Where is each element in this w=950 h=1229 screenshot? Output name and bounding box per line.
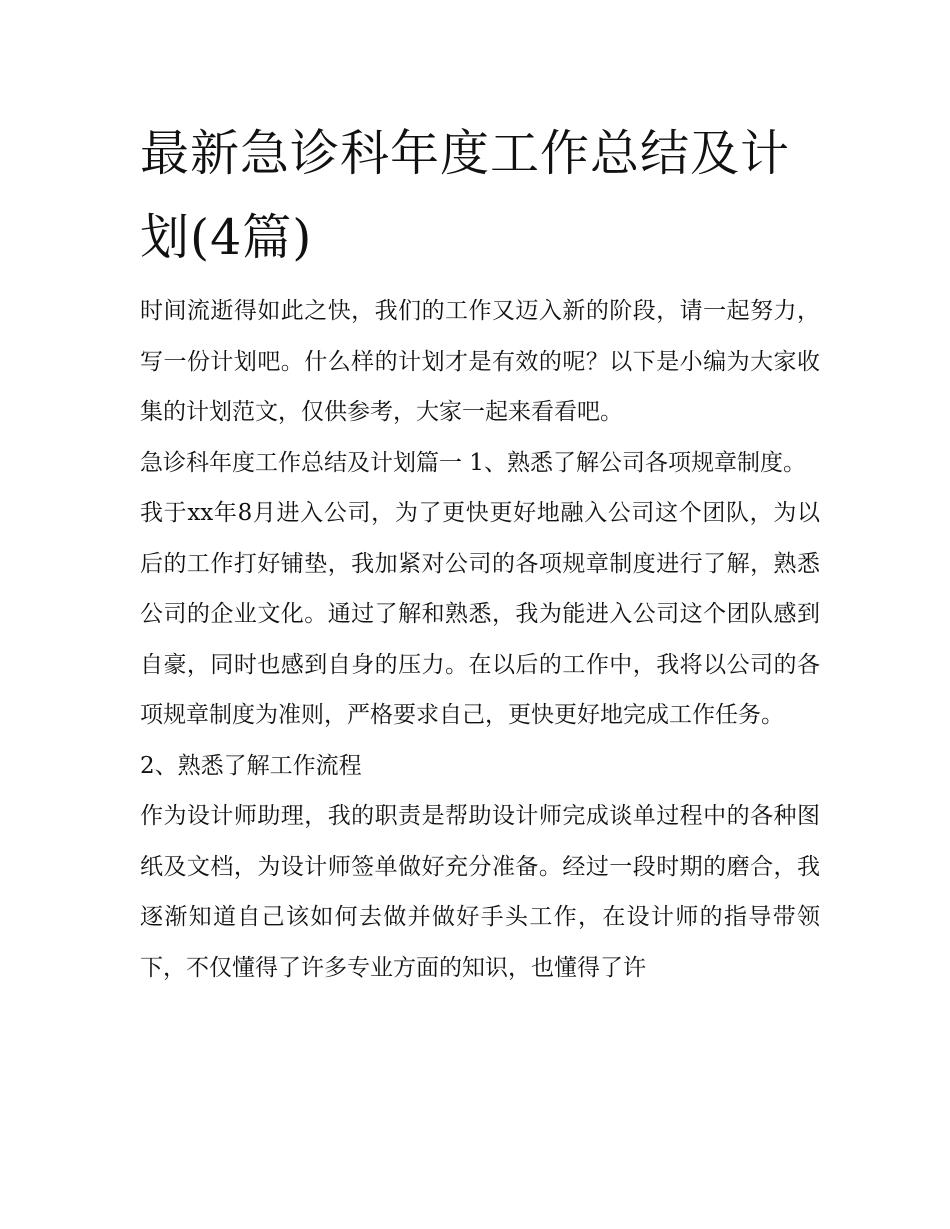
paragraph-section-2-body: 作为设计师助理，我的职责是帮助设计师完成谈单过程中的各种图纸及文档，为设计师签单做好充分准备。经过一段时期的磨合，我逐渐知道自己该如何去做并做好手头工作，在设计师的指导带领下，不仅懂得了许多专业方面的知识，也懂得了许: [140, 803, 820, 981]
paragraph-section-1-heading: 急诊科年度工作总结及计划篇一 1、熟悉了解公司各项规章制度。: [140, 449, 806, 476]
paragraph-intro: 时间流逝得如此之快，我们的工作又迈入新的阶段，请一起努力，写一份计划吧。什么样的计划才是有效的呢？以下是小编为大家收集的计划范文，仅供参考，大家一起来看看吧。: [140, 298, 820, 425]
document-title: 最新急诊科年度工作总结及计划(4篇): [140, 125, 791, 266]
paragraph-section-1-body: 我于xx年8月进入公司，为了更快更好地融入公司这个团队，为以后的工作打好铺垫，我加紧对公司的各项规章制度进行了解，熟悉公司的企业文化。通过了解和熟悉，我为能进入公司这个团队感到自豪，同时也感到自身的压力。在以后的工作中，我将以公司的各项规章制度为准则，严格要求自己，更快更好地完成工作任务。: [140, 500, 820, 728]
paragraph-section-2-heading: 2、熟悉了解工作流程: [140, 752, 362, 779]
document-page: [140, 112, 820, 993]
